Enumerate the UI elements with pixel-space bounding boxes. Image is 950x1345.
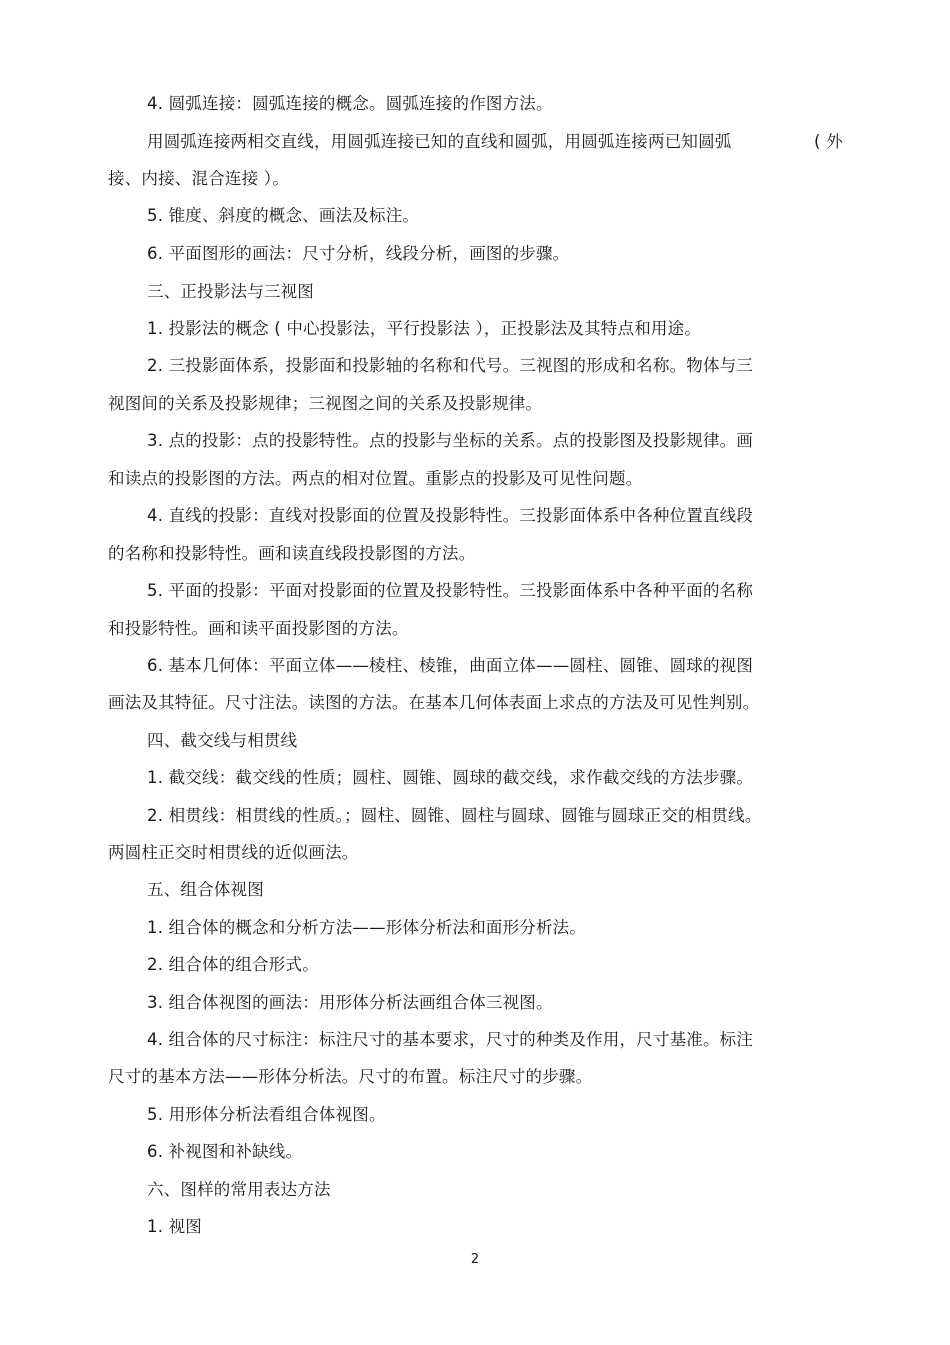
text-line: 2. 三投影面体系，投影面和投影轴的名称和代号。三视图的形成和名称。物体与三 bbox=[147, 356, 754, 375]
text-line: 用圆弧连接两相交直线，用圆弧连接已知的直线和圆弧，用圆弧连接两已知圆弧 bbox=[147, 132, 732, 151]
text-line: 6. 基本几何体：平面立体——棱柱、棱锥，曲面立体——圆柱、圆锥、圆球的视图 bbox=[147, 656, 754, 675]
text-line: 1. 截交线：截交线的性质；圆柱、圆锥、圆球的截交线，求作截交线的方法步骤。 bbox=[147, 768, 754, 787]
text-line: 5. 平面的投影：平面对投影面的位置及投影特性。三投影面体系中各种平面的名称 bbox=[147, 581, 754, 600]
text-line: 5. 锥度、斜度的概念、画法及标注。 bbox=[147, 206, 420, 225]
text-line: 3. 点的投影：点的投影特性。点的投影与坐标的关系。点的投影图及投影规律。画 bbox=[147, 431, 754, 450]
text-line: 1. 视图 bbox=[147, 1217, 202, 1236]
text-line: 6. 补视图和补缺线。 bbox=[147, 1142, 303, 1161]
text-line: 6. 平面图形的画法：尺寸分析，线段分析，画图的步骤。 bbox=[147, 244, 570, 263]
text-line: 4. 组合体的尺寸标注：标注尺寸的基本要求，尺寸的种类及作用，尺寸基准。标注 bbox=[147, 1030, 754, 1049]
text-line: 1. 投影法的概念 ( 中心投影法，平行投影法 ），正投影法及其特点和用途。 bbox=[147, 319, 702, 338]
section-heading: 三、正投影法与三视图 bbox=[147, 282, 314, 301]
text-line: 4. 圆弧连接：圆弧连接的概念。圆弧连接的作图方法。 bbox=[147, 94, 553, 113]
text-line: 接、内接、混合连接 ）。 bbox=[108, 169, 289, 188]
section-heading: 四、截交线与相贯线 bbox=[147, 731, 298, 750]
text-line: 3. 组合体视图的画法：用形体分析法画组合体三视图。 bbox=[147, 993, 553, 1012]
text-line: 的名称和投影特性。画和读直线段投影图的方法。 bbox=[108, 544, 476, 563]
section-heading: 五、组合体视图 bbox=[147, 880, 264, 899]
text-line: 和投影特性。画和读平面投影图的方法。 bbox=[108, 619, 409, 638]
page-number: 2 bbox=[470, 1252, 480, 1267]
text-line: 两圆柱正交时相贯线的近似画法。 bbox=[108, 843, 359, 862]
text-line: 2. 组合体的组合形式。 bbox=[147, 955, 319, 974]
text-line: 尺寸的基本方法——形体分析法。尺寸的布置。标注尺寸的步骤。 bbox=[108, 1067, 593, 1086]
text-line: 4. 直线的投影：直线对投影面的位置及投影特性。三投影面体系中各种位置直线段 bbox=[147, 506, 754, 525]
text-line: 5. 用形体分析法看组合体视图。 bbox=[147, 1105, 386, 1124]
section-heading: 六、图样的常用表达方法 bbox=[147, 1180, 331, 1199]
text-line: ( 外 bbox=[814, 132, 843, 151]
text-line: 画法及其特征。尺寸注法。读图的方法。在基本几何体表面上求点的方法及可见性判别。 bbox=[108, 693, 760, 712]
text-line: 视图间的关系及投影规律；三视图之间的关系及投影规律。 bbox=[108, 394, 543, 413]
text-line: 和读点的投影图的方法。两点的相对位置。重影点的投影及可见性问题。 bbox=[108, 469, 643, 488]
text-line: 2. 相贯线：相贯线的性质。；圆柱、圆锥、圆柱与圆球、圆锥与圆球正交的相贯线。 bbox=[147, 806, 762, 825]
text-line: 1. 组合体的概念和分析方法——形体分析法和面形分析法。 bbox=[147, 918, 587, 937]
